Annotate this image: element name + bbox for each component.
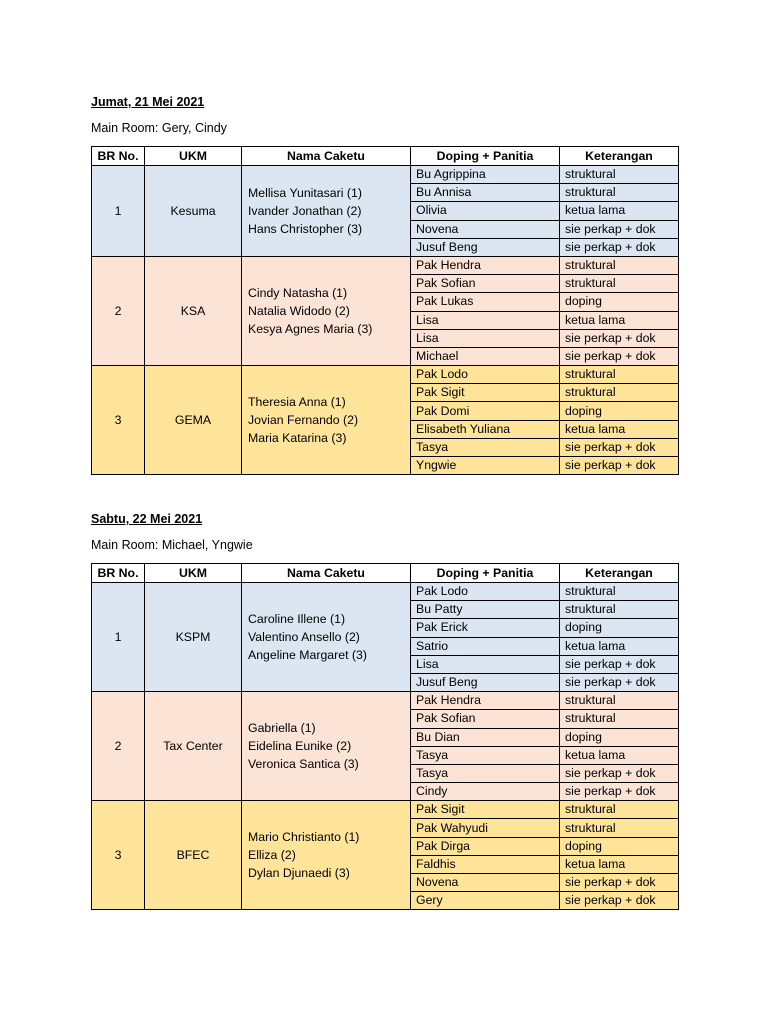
keterangan-cell: ketua lama: [560, 202, 679, 220]
panitia-cell: Bu Agrippina: [411, 166, 560, 184]
keterangan-cell: doping: [560, 293, 679, 311]
table-row: [92, 366, 679, 384]
caketu-cell: [242, 366, 411, 475]
panitia-cell: Pak Hendra: [411, 256, 560, 274]
keterangan-cell: struktural: [560, 819, 679, 837]
keterangan-cell: doping: [560, 619, 679, 637]
panitia-cell: Pak Lodo: [411, 583, 560, 601]
br-number-cell: 2: [92, 256, 145, 365]
caketu-name: Valentino Ansello (2): [248, 630, 360, 645]
caketu-name: Mario Christianto (1): [248, 830, 360, 845]
keterangan-cell: doping: [560, 837, 679, 855]
caketu-name: Theresia Anna (1): [248, 395, 346, 410]
caketu-cell: [242, 256, 411, 365]
keterangan-cell: sie perkap + dok: [560, 874, 679, 892]
panitia-cell: Pak Dirga: [411, 837, 560, 855]
keterangan-cell: ketua lama: [560, 420, 679, 438]
panitia-cell: Pak Sofian: [411, 710, 560, 728]
panitia-cell: Tasya: [411, 764, 560, 782]
panitia-cell: Satrio: [411, 637, 560, 655]
panitia-cell: Novena: [411, 874, 560, 892]
panitia-cell: Olivia: [411, 202, 560, 220]
keterangan-cell: struktural: [560, 384, 679, 402]
panitia-cell: Jusuf Beng: [411, 673, 560, 691]
br-number-cell: 3: [92, 366, 145, 475]
keterangan-cell: struktural: [560, 166, 679, 184]
schedule-table: [91, 146, 679, 475]
br-number-cell: 2: [92, 692, 145, 801]
ukm-cell: KSPM: [145, 583, 242, 692]
keterangan-cell: struktural: [560, 801, 679, 819]
caketu-name: Veronica Santica (3): [248, 757, 359, 772]
keterangan-cell: sie perkap + dok: [560, 764, 679, 782]
keterangan-cell: struktural: [560, 601, 679, 619]
column-header: Keterangan: [560, 564, 679, 583]
keterangan-cell: doping: [560, 728, 679, 746]
caketu-name: Natalia Widodo (2): [248, 304, 350, 318]
keterangan-cell: ketua lama: [560, 637, 679, 655]
panitia-cell: Pak Lodo: [411, 366, 560, 384]
caketu-cell: [242, 801, 411, 910]
keterangan-cell: sie perkap + dok: [560, 655, 679, 673]
ukm-cell: GEMA: [145, 366, 242, 475]
column-header: UKM: [145, 147, 242, 166]
ukm-cell: KSA: [145, 256, 242, 365]
br-number-cell: 3: [92, 801, 145, 910]
table-row: [92, 692, 679, 710]
keterangan-cell: sie perkap + dok: [560, 783, 679, 801]
schedule-table: [91, 563, 679, 910]
keterangan-cell: struktural: [560, 256, 679, 274]
caketu-name: Cindy Natasha (1): [248, 286, 348, 300]
panitia-cell: Tasya: [411, 746, 560, 764]
panitia-cell: Pak Lukas: [411, 293, 560, 311]
caketu-name: Eidelina Eunike (2): [248, 739, 352, 754]
br-number-cell: 1: [92, 166, 145, 257]
keterangan-cell: sie perkap + dok: [560, 329, 679, 347]
keterangan-cell: sie perkap + dok: [560, 220, 679, 238]
panitia-cell: Pak Hendra: [411, 692, 560, 710]
panitia-cell: Pak Sigit: [411, 384, 560, 402]
main-room-label: Main Room: Gery, Cindy: [91, 121, 227, 135]
keterangan-cell: ketua lama: [560, 311, 679, 329]
ukm-cell: BFEC: [145, 801, 242, 910]
keterangan-cell: struktural: [560, 710, 679, 728]
caketu-name: Caroline Illene (1): [248, 612, 346, 627]
day-section-1: [91, 93, 678, 475]
column-header: Doping + Panitia: [411, 564, 560, 583]
table-header-row: [92, 147, 679, 166]
panitia-cell: Pak Wahyudi: [411, 819, 560, 837]
column-header: Doping + Panitia: [411, 147, 560, 166]
keterangan-cell: sie perkap + dok: [560, 892, 679, 910]
caketu-name: Gabriella (1): [248, 721, 316, 736]
keterangan-cell: sie perkap + dok: [560, 457, 679, 475]
caketu-name: Jovian Fernando (2): [248, 413, 359, 428]
keterangan-cell: sie perkap + dok: [560, 673, 679, 691]
table-row: [92, 801, 679, 819]
caketu-name: Kesya Agnes Maria (3): [248, 322, 373, 336]
table-row: [92, 166, 679, 184]
panitia-cell: Cindy: [411, 783, 560, 801]
caketu-name: Mellisa Yunitasari (1): [248, 185, 362, 200]
panitia-cell: Tasya: [411, 438, 560, 456]
panitia-cell: Novena: [411, 220, 560, 238]
day-date: Sabtu, 22 Mei 2021: [91, 512, 203, 526]
day-date: Jumat, 21 Mei 2021: [91, 95, 205, 109]
panitia-cell: Pak Domi: [411, 402, 560, 420]
keterangan-cell: struktural: [560, 692, 679, 710]
panitia-cell: Lisa: [411, 329, 560, 347]
panitia-cell: Pak Sigit: [411, 801, 560, 819]
panitia-cell: Jusuf Beng: [411, 238, 560, 256]
caketu-name: Hans Christopher (3): [248, 221, 363, 236]
panitia-cell: Pak Sofian: [411, 275, 560, 293]
panitia-cell: Lisa: [411, 655, 560, 673]
table-row: [92, 256, 679, 274]
column-header: BR No.: [92, 147, 145, 166]
column-header: BR No.: [92, 564, 145, 583]
panitia-cell: Bu Dian: [411, 728, 560, 746]
panitia-cell: Yngwie: [411, 457, 560, 475]
keterangan-cell: sie perkap + dok: [560, 238, 679, 256]
panitia-cell: Elisabeth Yuliana: [411, 420, 560, 438]
keterangan-cell: struktural: [560, 583, 679, 601]
column-header: UKM: [145, 564, 242, 583]
caketu-name: Maria Katarina (3): [248, 431, 347, 446]
caketu-name: Dylan Djunaedi (3): [248, 866, 350, 881]
caketu-cell: [242, 166, 411, 257]
br-number-cell: 1: [92, 583, 145, 692]
panitia-cell: Pak Erick: [411, 619, 560, 637]
ukm-cell: Kesuma: [145, 166, 242, 257]
keterangan-cell: ketua lama: [560, 855, 679, 873]
keterangan-cell: struktural: [560, 184, 679, 202]
keterangan-cell: ketua lama: [560, 746, 679, 764]
caketu-name: Ivander Jonathan (2): [248, 203, 362, 218]
panitia-cell: Gery: [411, 892, 560, 910]
caketu-cell: [242, 583, 411, 692]
day-section-2: [91, 510, 678, 910]
table-header-row: [92, 564, 679, 583]
keterangan-cell: struktural: [560, 366, 679, 384]
caketu-name: Elliza (2): [248, 848, 296, 863]
keterangan-cell: sie perkap + dok: [560, 438, 679, 456]
caketu-cell: [242, 692, 411, 801]
panitia-cell: Bu Patty: [411, 601, 560, 619]
ukm-cell: Tax Center: [145, 692, 242, 801]
keterangan-cell: struktural: [560, 275, 679, 293]
caketu-name: Angeline Margaret (3): [248, 648, 367, 663]
panitia-cell: Bu Annisa: [411, 184, 560, 202]
column-header: Nama Caketu: [242, 147, 411, 166]
keterangan-cell: sie perkap + dok: [560, 347, 679, 365]
panitia-cell: Michael: [411, 347, 560, 365]
table-row: [92, 583, 679, 601]
column-header: Nama Caketu: [242, 564, 411, 583]
keterangan-cell: doping: [560, 402, 679, 420]
column-header: Keterangan: [560, 147, 679, 166]
panitia-cell: Faldhis: [411, 855, 560, 873]
panitia-cell: Lisa: [411, 311, 560, 329]
main-room-label: Main Room: Michael, Yngwie: [91, 538, 253, 552]
